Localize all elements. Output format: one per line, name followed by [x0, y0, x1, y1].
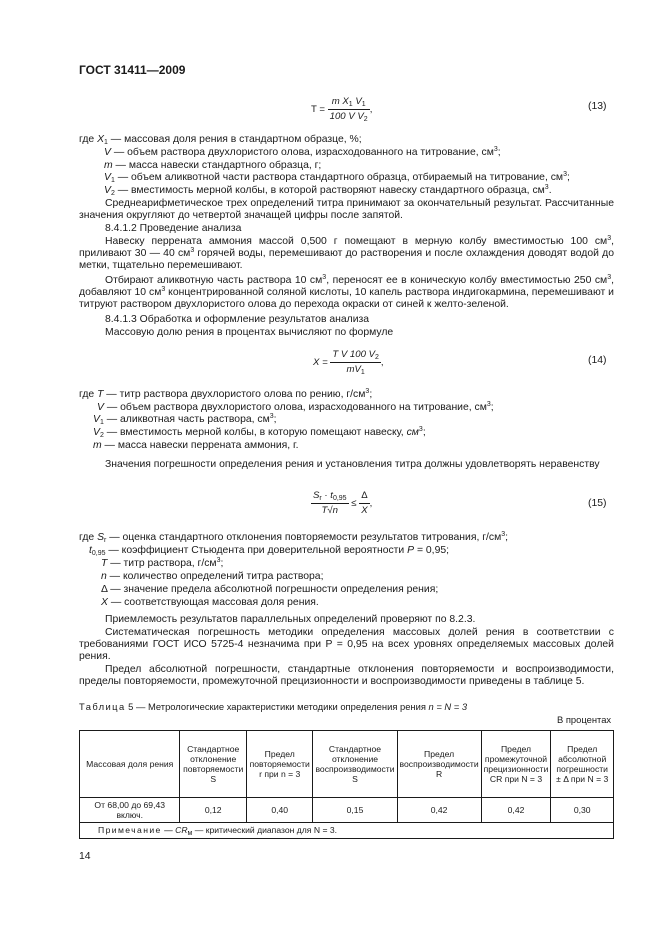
where14-item-1: где T — титр раствора двухлористого олова по рению, $г/см^3$; — [79, 388, 373, 400]
paragraph-systematic: Систематическая погрешность методики определения массовых долей рения в соответствии с требованиями ГОСТ ИСО 5725-4 незначима при P = 0,95 на всех уровнях определяемых массовых долей рения. — [79, 627, 614, 663]
paragraph-requirement: Значения погрешности определения рения и установления титра должны удовлетворять неравенству — [105, 459, 600, 470]
header-delta: Предел абсолютной погрешности ± Δ при N = 3 — [551, 731, 614, 798]
where15-item-5: Δ — значение предела абсолютной погрешности определения рения; — [101, 584, 439, 595]
cell-sr: 0,12 — [180, 798, 247, 823]
cell-R: 0,42 — [397, 798, 481, 823]
header-R: Предел воспроизводимости R — [397, 731, 481, 798]
equation-14: X = $\frac{T V 100 V_2}{mV_1}$ , — [313, 349, 384, 377]
where14-item-3: $V_1$ — аликвотная часть раствора, $см^3$; — [93, 413, 277, 426]
table-note-row — [80, 823, 614, 838]
paragraph-limit: Предел абсолютной погрешности, стандартные отклонения повторяемости и воспроизводимости, пределы повторяемости, промежуточной прецизионности и воспроизводимости приведены в таблице 5. — [79, 664, 614, 688]
where13-item-4: $V_1$ — объем аликвотной части раствора стандартного образца, отбираемый на титрование, $см^3$; — [104, 171, 570, 184]
equation-13-number: (13) — [588, 101, 607, 112]
header-r: Предел повторяемости r при n = 3 — [246, 731, 313, 798]
where15-item-3: T — титр раствора, $г/см^3$; — [101, 557, 224, 569]
header-sR: Стандартное отклонение воспроизводимости S — [313, 731, 397, 798]
paragraph-mean: Среднеарифметическое трех определений титра принимают за окончательный результат. Рассчитанные значения округляют до четвертой значащей цифры после запятой. — [79, 198, 614, 222]
cell-range: От 68,00 до 69,43 включ. — [80, 798, 180, 823]
equation-14-number: (14) — [588, 355, 607, 366]
table-unit: В процентах — [557, 714, 612, 725]
equation-13: T = $\frac{m X_1 V_1}{100 V V_2}$ , — [311, 96, 373, 124]
where15-item-4: n — количество определений титра раствора; — [101, 571, 324, 582]
where15-item-2: $t_{0,95}$ — коэффициент Стьюдента при доверительной вероятности P = 0,95; — [89, 545, 450, 557]
cell-sR: 0,15 — [313, 798, 397, 823]
where14-item-2: V — объем раствора двухлористого олова, израсходованного на титрование, $см^3$; — [97, 401, 494, 413]
header-CR: Предел промежуточной прецизионности CR при N = 3 — [481, 731, 551, 798]
where13-item-1: где $X_1$ — массовая доля рения в стандартном образце, %; — [79, 134, 362, 146]
paragraph-aliquot: Отбирают аликвотную часть раствора 10 $см^3$, переносят ее в коническую колбу вместимостью 250 $см^3$, добавляют 10 $см^3$ концентрированной соляной кислоты, 10 капель раствора индигокармина, перемешивают и титруют раствором двухлористого олова до перехода окраски от синей к желто-зеленой. — [79, 274, 614, 311]
header-sr: Стандартное отклонение повторяемости S — [180, 731, 247, 798]
table-row — [80, 798, 614, 823]
metrology-table — [79, 730, 614, 839]
section-8-4-1-3: 8.4.1.3 Обработка и оформление результатов анализа — [105, 314, 370, 325]
header-mass-fraction: Массовая доля рения — [80, 731, 180, 798]
page-number: 14 — [79, 851, 91, 862]
where13-item-2: V — объем раствора двухлористого олова, израсходованного на титрование, $см^3$; — [104, 146, 501, 158]
table-caption: Таблица 5 — Метрологические характеристики методики определения рения n = N = 3 — [79, 701, 468, 712]
where13-item-5: $V_2$ — вместимость мерной колбы, в которой растворяют навеску стандартного образца, $см^3$. — [104, 184, 552, 197]
where15-item-1: где $S_r$ — оценка стандартного отклонения повторяемости результатов титрования, $г/см^3$; — [79, 531, 509, 544]
paragraph-calc: Массовую долю рения в процентах вычисляют по формуле — [105, 327, 394, 338]
cell-CR: 0,42 — [481, 798, 551, 823]
cell-r: 0,40 — [246, 798, 313, 823]
cell-delta: 0,30 — [551, 798, 614, 823]
section-8-4-1-2: 8.4.1.2 Проведение анализа — [105, 223, 242, 234]
equation-15: $\frac{S_r \cdot t_{0,95}}{T√n}$ ≤ $\frac{\Delta}{X}$ , — [313, 490, 373, 517]
where14-item-5: m — масса навески перрената аммония, г. — [93, 440, 299, 451]
table-note: Примечание — $CR_м$ — критический диапазон для N = 3. — [80, 823, 614, 838]
paragraph-weigh: Навеску перрената аммония массой 0,500 г помещают в мерную колбу вместимостью 100 $см^3$, приливают 30 — 40 $см^3$ горячей воды, перемешивают до растворения и после охлаждения доводят водой до метки, тщательно перемешивают. — [79, 235, 614, 272]
where15-item-6: X — соответствующая массовая доля рения. — [101, 597, 319, 608]
where14-item-4: $V_2$ — вместимость мерной колбы, в которую помещают навеску, $см^3$; — [93, 426, 426, 439]
document-header: ГОСТ 31411—2009 — [79, 63, 186, 77]
paragraph-accept: Приемлемость результатов параллельных определений проверяют по 8.2.3. — [105, 614, 476, 625]
equation-15-number: (15) — [588, 498, 607, 509]
where13-item-3: m — масса навески стандартного образца, г; — [104, 160, 322, 171]
table-header-row — [80, 731, 614, 798]
